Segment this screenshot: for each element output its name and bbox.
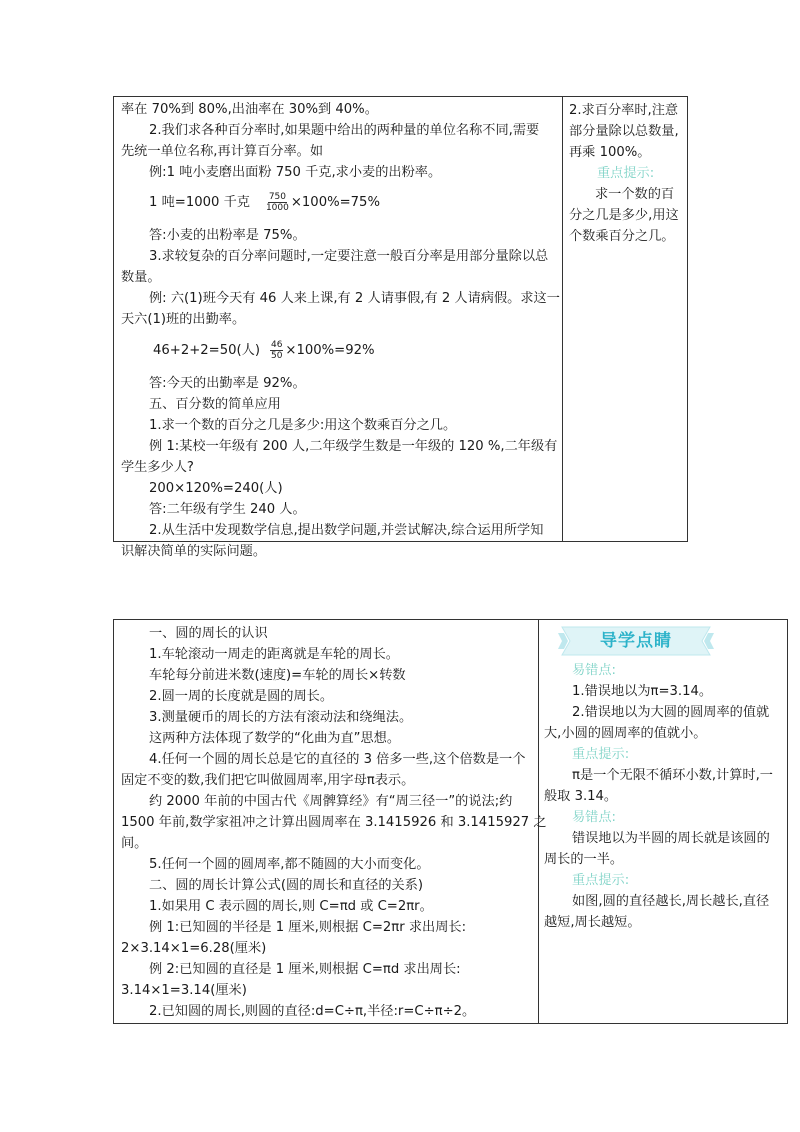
table-1-left-cell	[121, 99, 560, 562]
text-line: 答:小麦的出粉率是 75%。	[149, 228, 306, 243]
fraction	[266, 192, 289, 213]
text-line: 1500 年前,数学家祖冲之计算出圆周率在 3.1415926 和 3.1415927 之	[121, 815, 547, 830]
fraction-denominator: 1000	[265, 202, 289, 213]
text-line: 识解决简单的实际问题。	[121, 544, 267, 559]
formula-1	[121, 183, 557, 221]
text-line: 1.求一个数的百分之几是多少:用这个数乘百分之几。	[149, 418, 457, 433]
text-line: 例 1:某校一年级有 200 人,二年级学生数是一年级的 120 %,二年级有	[149, 439, 558, 454]
tip-heading: 易错点:	[572, 663, 617, 678]
fraction	[270, 340, 283, 361]
fraction-numerator: 750	[268, 191, 286, 202]
text-line: 3.14×1=3.14(厘米)	[121, 983, 247, 998]
text-line: 2×3.14×1=6.28(厘米)	[121, 941, 267, 956]
text-line: 例 1:已知圆的半径是 1 厘米,则根据 C=2πr 求出周长:	[149, 920, 467, 935]
column-divider	[562, 97, 563, 541]
tip-heading: 重点提示:	[572, 873, 630, 888]
text-line: 如图,圆的直径越长,周长越长,直径越短,周长越短。	[544, 894, 770, 930]
guide-banner	[556, 625, 716, 657]
text-line: 天六(1)班的出勤率。	[121, 312, 246, 327]
formula-rest: ×100%=75%	[290, 194, 380, 210]
text-line: 这两种方法体现了数学的“化曲为直”思想。	[149, 731, 401, 746]
text-line: 率在 70%到 80%,出油率在 30%到 40%。	[121, 102, 378, 117]
text-line: 错误地以为半圆的周长就是该圆的周长的一半。	[544, 831, 770, 867]
formula-prefix: 1 吨=1000 千克	[149, 194, 250, 210]
table-2	[113, 619, 788, 1024]
text-line: 例: 六(1)班今天有 46 人来上课,有 2 人请事假,有 2 人请病假。求这一	[149, 291, 560, 306]
text-line: 约 2000 年前的中国古代《周髀算经》有“周三径一”的说法;约	[149, 794, 513, 809]
section-heading: 二、圆的周长计算公式(圆的周长和直径的关系)	[149, 878, 424, 893]
text-line: 2.圆一周的长度就是圆的周长。	[149, 689, 334, 704]
text-line: π是一个无限不循环小数,计算时,一般取 3.14。	[544, 768, 773, 804]
text-line: 例:1 吨小麦磨出面粉 750 千克,求小麦的出粉率。	[149, 165, 442, 180]
text-line: 4.任何一个圆的周长总是它的直径的 3 倍多一些,这个倍数是一个	[149, 752, 526, 767]
text-line: 2.从生活中发现数学信息,提出数学问题,并尝试解决,综合运用所学知	[149, 523, 544, 538]
text-line: 求一个数的百分之几是多少,用这个数乘百分之几。	[569, 187, 679, 244]
tip-heading: 重点提示:	[597, 166, 655, 181]
text-line: 车轮每分前进米数(速度)=车轮的周长×转数	[149, 668, 406, 683]
text-line: 例 2:已知圆的直径是 1 厘米,则根据 C=πd 求出周长:	[149, 962, 461, 977]
text-line: 1.错误地以为π=3.14。	[572, 684, 713, 699]
text-line: 答:今天的出勤率是 92%。	[149, 376, 306, 391]
text-line: 1.车轮滚动一周走的距离就是车轮的周长。	[149, 647, 399, 662]
text-line: 间。	[121, 836, 148, 851]
banner-title: 导学点睛	[600, 631, 672, 651]
text-line: 固定不变的数,我们把它叫做圆周率,用字母π表示。	[121, 773, 415, 788]
fraction-numerator: 46	[270, 339, 283, 350]
text-line: 3.测量硬币的周长的方法有滚动法和绕绳法。	[149, 710, 413, 725]
table-1-right-cell	[569, 100, 683, 247]
text-line: 2.已知圆的周长,则圆的直径:d=C÷π,半径:r=C÷π÷2。	[149, 1004, 476, 1019]
formula-2	[121, 330, 557, 370]
section-heading: 五、百分数的简单应用	[149, 397, 281, 412]
text-line: 2.错误地以为大圆的圆周率的值就大,小圆的圆周率的值就小。	[544, 705, 770, 741]
table-2-right-cell	[544, 660, 782, 933]
table-2-left-cell	[121, 623, 547, 1022]
text-line: 2.我们求各种百分率时,如果题中给出的两种量的单位名称不同,需要	[149, 123, 540, 138]
text-line: 5.任何一个圆的圆周率,都不随圆的大小而变化。	[149, 857, 430, 872]
text-line: 1.如果用 C 表示圆的周长,则 C=πd 或 C=2πr。	[149, 899, 433, 914]
text-line: 学生多少人?	[121, 460, 194, 475]
text-line: 数量。	[121, 270, 161, 285]
table-1	[113, 96, 688, 559]
text-line: 2.求百分率时,注意部分量除以总数量,再乘 100%。	[569, 103, 679, 160]
text-line: 答:二年级有学生 240 人。	[149, 502, 306, 517]
tip-heading: 重点提示:	[572, 747, 630, 762]
tip-heading: 易错点:	[572, 810, 617, 825]
section-heading: 一、圆的周长的认识	[149, 626, 268, 641]
formula-prefix: 46+2+2=50(人)	[153, 342, 260, 358]
text-line: 3.求较复杂的百分率问题时,一定要注意一般百分率是用部分量除以总	[149, 249, 549, 264]
text-line: 先统一单位名称,再计算百分率。如	[121, 144, 324, 159]
text-line: 200×120%=240(人)	[149, 481, 283, 496]
formula-rest: ×100%=92%	[285, 342, 375, 358]
fraction-denominator: 50	[270, 350, 283, 361]
